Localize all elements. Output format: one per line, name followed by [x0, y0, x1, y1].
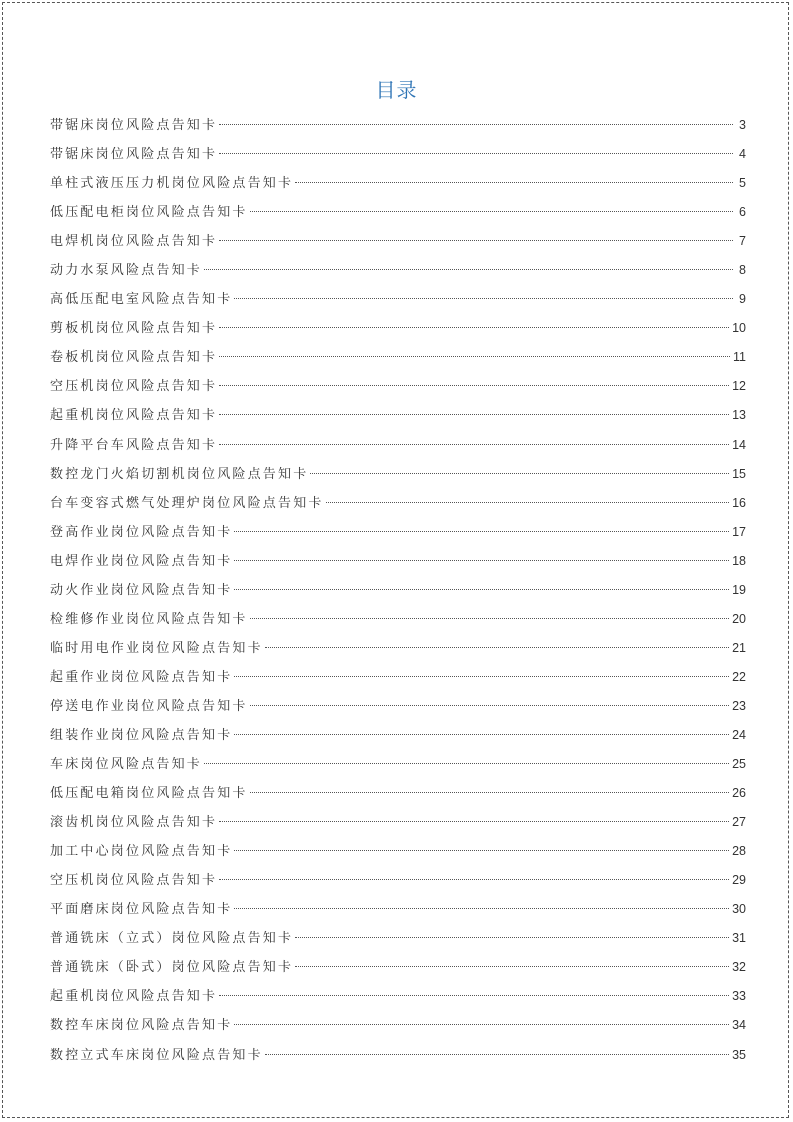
toc-entry[interactable]	[50, 576, 746, 605]
toc-entry-page-number[interactable]: 30	[732, 902, 746, 917]
toc-entry-page-number[interactable]: 15	[732, 466, 746, 481]
toc-entry[interactable]	[50, 169, 746, 198]
toc-entry-page-number[interactable]: 18	[732, 553, 746, 568]
toc-entry-page-number[interactable]: 33	[732, 989, 746, 1004]
toc-entry[interactable]	[50, 1011, 746, 1040]
toc-entry[interactable]	[50, 198, 746, 227]
toc-entry[interactable]	[50, 518, 746, 547]
toc-entry[interactable]	[50, 866, 746, 895]
toc-entry-page-number[interactable]: 27	[732, 815, 746, 830]
toc-entry-label[interactable]: 台车变容式燃气处理炉岗位风险点告知卡	[50, 495, 324, 511]
toc-dot-leader	[250, 704, 729, 706]
toc-entry-page-number[interactable]: 31	[732, 931, 746, 946]
toc-entry-page-number[interactable]: 17	[732, 524, 746, 539]
toc-entry[interactable]	[50, 779, 746, 808]
toc-dot-leader	[219, 994, 729, 996]
toc-entry-label[interactable]: 卷板机岗位风险点告知卡	[50, 350, 218, 366]
toc-entry-label[interactable]: 空压机岗位风险点告知卡	[50, 873, 218, 889]
toc-entry-page-number[interactable]: 19	[732, 582, 746, 597]
toc-entry-page-number[interactable]: 32	[732, 960, 746, 975]
toc-dot-leader	[234, 530, 729, 532]
toc-entry-page-number[interactable]: 11	[733, 350, 746, 365]
toc-dot-leader	[219, 384, 729, 386]
toc-dot-leader	[250, 210, 733, 212]
toc-entry-page-number[interactable]: 12	[732, 379, 746, 394]
toc-dot-leader	[234, 297, 733, 299]
toc-dot-leader	[295, 936, 729, 938]
toc-dot-leader	[234, 1023, 729, 1025]
toc-dot-leader	[295, 181, 733, 183]
toc-entry-label[interactable]: 起重机岗位风险点告知卡	[50, 989, 218, 1005]
toc-entry-page-number[interactable]: 3	[739, 118, 746, 132]
toc-entry-label[interactable]: 停送电作业岗位风险点告知卡	[50, 698, 248, 714]
toc-entry-page-number[interactable]: 22	[732, 669, 746, 684]
toc-dot-leader	[219, 820, 729, 822]
toc-dot-leader	[265, 646, 729, 648]
toc-entry-page-number[interactable]: 28	[732, 844, 746, 859]
toc-entry-label[interactable]: 动火作业岗位风险点告知卡	[50, 582, 233, 598]
toc-entry-page-number[interactable]: 21	[732, 640, 746, 655]
toc-entry-page-number[interactable]: 25	[732, 757, 746, 772]
toc-dot-leader	[234, 907, 729, 909]
toc-entry-label[interactable]: 高低压配电室风险点告知卡	[50, 292, 233, 308]
toc-entry-page-number[interactable]: 13	[732, 408, 746, 423]
toc-entry[interactable]	[50, 314, 746, 343]
toc-dot-leader	[295, 965, 729, 967]
toc-entry-label[interactable]: 电焊作业岗位风险点告知卡	[50, 553, 233, 569]
toc-entry-label[interactable]: 组装作业岗位风险点告知卡	[50, 727, 233, 743]
toc-title: 目录	[375, 78, 418, 102]
toc-entry-page-number[interactable]: 10	[732, 321, 746, 336]
toc-entry-label[interactable]: 数控龙门火焰切割机岗位风险点告知卡	[50, 466, 309, 482]
toc-entry-label[interactable]: 登高作业岗位风险点告知卡	[50, 524, 233, 540]
toc-entry-page-number[interactable]: 20	[732, 611, 746, 626]
toc-dot-leader	[326, 501, 729, 503]
toc-entry[interactable]	[50, 431, 746, 460]
toc-entry[interactable]	[50, 692, 746, 721]
toc-entry-label[interactable]: 剪板机岗位风险点告知卡	[50, 321, 218, 337]
toc-entry[interactable]	[50, 605, 746, 634]
toc-entry-label[interactable]: 单柱式液压压力机岗位风险点告知卡	[50, 176, 294, 192]
toc-entry-page-number[interactable]: 4	[739, 147, 746, 162]
toc-entry-label[interactable]: 带锯床岗位风险点告知卡	[50, 118, 218, 133]
toc-dot-leader	[219, 355, 730, 357]
toc-dot-leader	[234, 733, 729, 735]
toc-dot-leader	[234, 559, 729, 561]
toc-entry[interactable]	[50, 953, 746, 982]
toc-dot-leader	[219, 123, 733, 125]
toc-entry-label[interactable]: 升降平台车风险点告知卡	[50, 437, 218, 453]
toc-entry-label[interactable]: 起重机岗位风险点告知卡	[50, 408, 218, 424]
toc-entry-label[interactable]: 电焊机岗位风险点告知卡	[50, 234, 218, 250]
toc-entry[interactable]	[50, 372, 746, 401]
toc-dot-leader	[250, 791, 729, 793]
toc-entry-label[interactable]: 数控立式车床岗位风险点告知卡	[50, 1047, 263, 1063]
toc-entry[interactable]	[50, 895, 746, 924]
toc-entry[interactable]	[50, 750, 746, 779]
toc-entry[interactable]	[50, 663, 746, 692]
toc-entry-page-number[interactable]: 8	[739, 263, 746, 278]
toc-entry-label[interactable]: 空压机岗位风险点告知卡	[50, 379, 218, 395]
toc-entry-page-number[interactable]: 14	[732, 437, 746, 452]
toc-entry-label[interactable]: 普通铣床（立式）岗位风险点告知卡	[50, 931, 294, 947]
toc-entry[interactable]	[50, 227, 746, 256]
toc-dot-leader	[250, 617, 729, 619]
toc-entry-label[interactable]: 带锯床岗位风险点告知卡	[50, 147, 218, 163]
toc-dot-leader	[265, 1053, 729, 1055]
toc-entry[interactable]	[50, 489, 746, 518]
toc-dot-leader	[219, 413, 729, 415]
toc-dot-leader	[234, 849, 729, 851]
toc-entry[interactable]	[50, 982, 746, 1011]
toc-entry[interactable]	[50, 808, 746, 837]
toc-entry-page-number[interactable]: 34	[732, 1018, 746, 1033]
toc-dot-leader	[204, 762, 729, 764]
toc-entry[interactable]	[50, 460, 746, 489]
toc-entry[interactable]	[50, 634, 746, 663]
toc-dot-leader	[219, 443, 729, 445]
toc-entry-label[interactable]: 平面磨床岗位风险点告知卡	[50, 902, 233, 918]
toc-entry-page-number[interactable]: 5	[739, 176, 746, 191]
toc-entry[interactable]	[50, 837, 746, 866]
toc-entry-page-number[interactable]: 29	[732, 873, 746, 888]
toc-dot-leader	[234, 675, 729, 677]
toc-entry-label[interactable]: 车床岗位风险点告知卡	[50, 757, 203, 773]
toc-entry-page-number[interactable]: 26	[732, 786, 746, 801]
toc-entry-label[interactable]: 普通铣床（卧式）岗位风险点告知卡	[50, 960, 294, 976]
toc-entry-page-number[interactable]: 35	[732, 1047, 746, 1062]
toc-entry[interactable]	[50, 1041, 746, 1070]
toc-dot-leader	[310, 472, 729, 474]
toc-entry[interactable]	[50, 547, 746, 576]
toc-dot-leader	[219, 239, 733, 241]
toc-entry-label[interactable]: 低压配电柜岗位风险点告知卡	[50, 205, 248, 221]
toc-entry[interactable]	[50, 401, 746, 430]
toc-entry-page-number[interactable]: 7	[739, 234, 746, 249]
toc-entry-label[interactable]: 加工中心岗位风险点告知卡	[50, 844, 233, 860]
toc-entry-label[interactable]: 滚齿机岗位风险点告知卡	[50, 815, 218, 831]
toc-entry-label[interactable]: 起重作业岗位风险点告知卡	[50, 669, 233, 685]
toc-entry-label[interactable]: 数控车床岗位风险点告知卡	[50, 1018, 233, 1034]
toc-entry-label[interactable]: 低压配电箱岗位风险点告知卡	[50, 786, 248, 802]
toc-dot-leader	[219, 326, 729, 328]
toc-entry[interactable]	[50, 721, 746, 750]
toc-entry-page-number[interactable]: 6	[739, 205, 746, 220]
toc-entry[interactable]	[50, 111, 746, 140]
toc-entry-label[interactable]: 检维修作业岗位风险点告知卡	[50, 611, 248, 627]
toc-dot-leader	[219, 152, 733, 154]
toc-dot-leader	[204, 268, 733, 270]
toc-entry-page-number[interactable]: 23	[732, 698, 746, 713]
toc-entry-page-number[interactable]: 9	[739, 292, 746, 307]
toc-dot-leader	[234, 588, 729, 590]
toc-entry[interactable]	[50, 924, 746, 953]
toc-entry-label[interactable]: 动力水泵风险点告知卡	[50, 263, 203, 279]
toc-entry[interactable]	[50, 256, 746, 285]
toc-entry[interactable]	[50, 343, 746, 372]
toc-entry[interactable]	[50, 285, 746, 314]
toc-entry-page-number[interactable]: 24	[732, 727, 746, 742]
toc-entry-page-number[interactable]: 16	[732, 495, 746, 510]
toc-entry[interactable]	[50, 140, 746, 169]
toc-dot-leader	[219, 878, 729, 880]
toc-entry-label[interactable]: 临时用电作业岗位风险点告知卡	[50, 640, 263, 656]
toc-list	[50, 111, 746, 1070]
